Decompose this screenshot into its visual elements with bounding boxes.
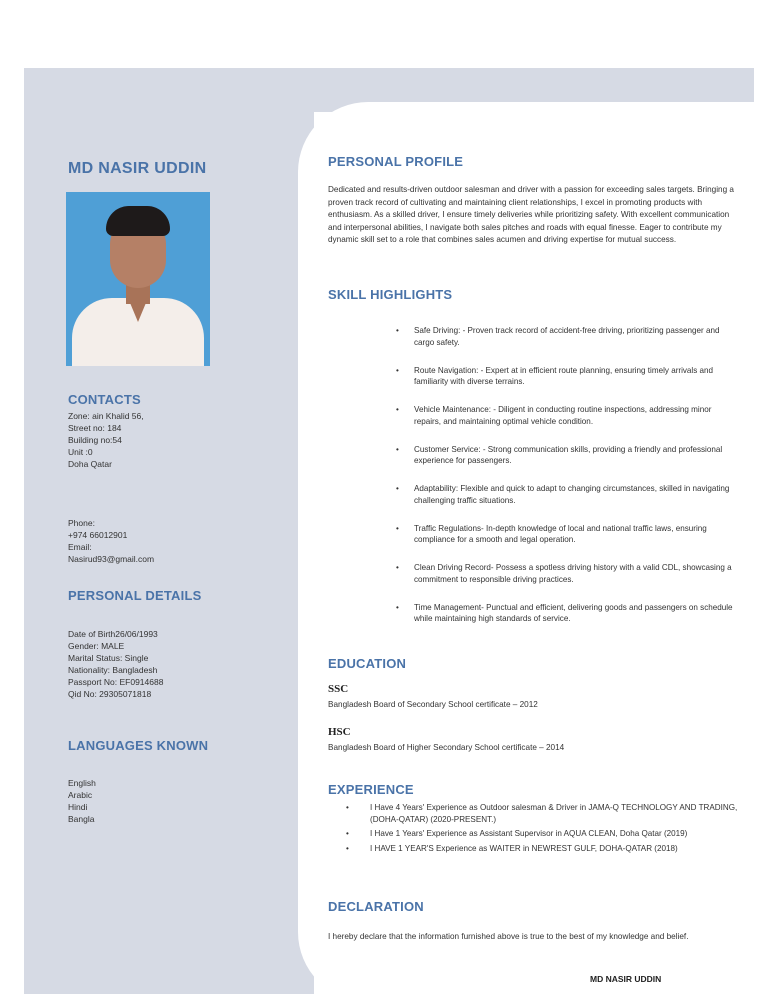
education-detail: Bangladesh Board of Secondary School certificate – 2012 [328, 700, 538, 709]
education-detail: Bangladesh Board of Higher Secondary School certificate – 2014 [328, 743, 565, 752]
personal-details-list [68, 628, 163, 700]
experience-text: I Have 4 Years' Experience as Outdoor salesman & Driver in JAMA-Q TECHNOLOGY AND TRADING, (DOHA-QATAR) (2020-PRESENT.) [370, 803, 738, 824]
experience-list [340, 802, 740, 857]
skill-text: Safe Driving: - Proven track record of accident-free driving, prioritizing passenger and cargo safety. [414, 326, 720, 347]
language-item: Arabic [68, 790, 93, 800]
address-line: Street no: 184 [68, 423, 122, 433]
skills-heading: SKILL HIGHLIGHTS [328, 287, 453, 302]
education-heading: EDUCATION [328, 656, 407, 671]
experience-item [340, 828, 740, 840]
skill-item [388, 404, 738, 427]
education-title: SSC [328, 683, 349, 695]
personal-details-heading: PERSONAL DETAILS [68, 588, 202, 603]
bullet-icon: • [396, 326, 399, 335]
experience-item [340, 802, 740, 825]
declaration-heading: DECLARATION [328, 899, 424, 914]
email-address: Nasirud93@gmail.com [68, 554, 155, 564]
bullet-icon: • [346, 803, 349, 812]
bullet-icon: • [396, 602, 399, 612]
skill-item [388, 483, 738, 506]
address-line: Doha Qatar [68, 459, 112, 469]
detail-line: Qid No: 29305071818 [68, 689, 152, 699]
contact-details [68, 517, 154, 565]
experience-text: I HAVE 1 YEAR'S Experience as WAITER in NEWREST GULF, DOHA-QATAR (2018) [370, 843, 678, 853]
detail-line: Passport No: EF0914688 [68, 677, 164, 687]
bullet-icon: • [346, 829, 349, 838]
experience-heading: EXPERIENCE [328, 782, 414, 797]
experience-item [340, 843, 740, 855]
bullet-icon: • [396, 405, 399, 414]
skill-item [388, 365, 738, 388]
profile-heading: PERSONAL PROFILE [328, 154, 464, 169]
candidate-name: MD NASIR UDDIN [68, 160, 207, 177]
phone-label: Phone: [68, 518, 95, 528]
languages-heading: LANGUAGES KNOWN [68, 738, 209, 753]
bullet-icon: • [396, 444, 399, 454]
address-line: Unit :0 [68, 447, 93, 457]
bullet-icon: • [396, 523, 399, 533]
bullet-icon: • [396, 365, 399, 375]
skill-text: Vehicle Maintenance: - Diligent in conducting routine inspections, addressing minor repairs, and maintaining optimal vehicle condition. [414, 405, 712, 426]
address-line: Building no:54 [68, 435, 122, 445]
skill-text: Traffic Regulations- In-depth knowledge of local and national traffic laws, ensuring compliance for a smooth and legal operation. [414, 523, 707, 544]
skill-text: Clean Driving Record- Possess a spotless driving history with a valid CDL, showcasing a commitment to responsible driving practices. [414, 563, 732, 584]
signature-name: MD NASIR UDDIN [590, 974, 662, 984]
detail-line: Marital Status: Single [68, 653, 149, 663]
address-list [68, 410, 144, 470]
detail-line: Gender: MALE [68, 641, 125, 651]
skill-text: Customer Service: - Strong communication skills, providing a friendly and professional experience for passengers. [414, 444, 723, 465]
detail-line: Nationality: Bangladesh [68, 665, 158, 675]
skill-text: Route Navigation: - Expert at in efficient route planning, ensuring timely arrivals and familiarity with diverse terrains. [414, 365, 714, 386]
skill-item [388, 325, 738, 348]
bullet-icon: • [396, 563, 399, 572]
education-title: HSC [328, 726, 351, 738]
language-item: English [68, 778, 96, 788]
bullet-icon: • [396, 484, 399, 493]
language-item: Bangla [68, 814, 95, 824]
profile-text: Dedicated and results-driven outdoor salesman and driver with a passion for exceeding sales targets. Bringing a proven track record of cultivating and maintaining client relationships, I excel in promoting products with enthusiasm. As a skilled driver, I ensure timely deliveries while prioritizing safety. With excellent communication and interpersonal abilities, I navigate both sales pitches and roads with equal finesse. Eager to contribute my dynamic skill set to a role that combines sales acumen and driving expertise for mutual success. [328, 185, 734, 244]
skill-item [388, 602, 738, 625]
skills-list [388, 325, 738, 641]
languages-list [68, 777, 96, 825]
skill-item [388, 444, 738, 467]
contacts-heading: CONTACTS [68, 392, 141, 407]
bullet-icon: • [346, 843, 349, 853]
experience-text: I Have 1 Years' Experience as Assistant Supervisor in AQUA CLEAN, Doha Qatar (2019) [370, 829, 688, 838]
email-label: Email: [68, 542, 92, 552]
phone-number: +974 66012901 [68, 530, 128, 540]
language-item: Hindi [68, 802, 88, 812]
skill-item [388, 562, 738, 585]
skill-text: Adaptability: Flexible and quick to adapt to changing circumstances, skilled in navigating challenging traffic situations. [414, 484, 730, 505]
profile-photo [66, 192, 210, 366]
address-line: Zone: ain Khalid 56, [68, 411, 144, 421]
declaration-text: I hereby declare that the information furnished above is true to the best of my knowledge and belief. [328, 932, 689, 941]
skill-item [388, 523, 738, 546]
detail-line: Date of Birth26/06/1993 [68, 629, 158, 639]
skill-text: Time Management- Punctual and efficient, delivering goods and passengers on schedule while maintaining high standards of service. [414, 602, 733, 623]
